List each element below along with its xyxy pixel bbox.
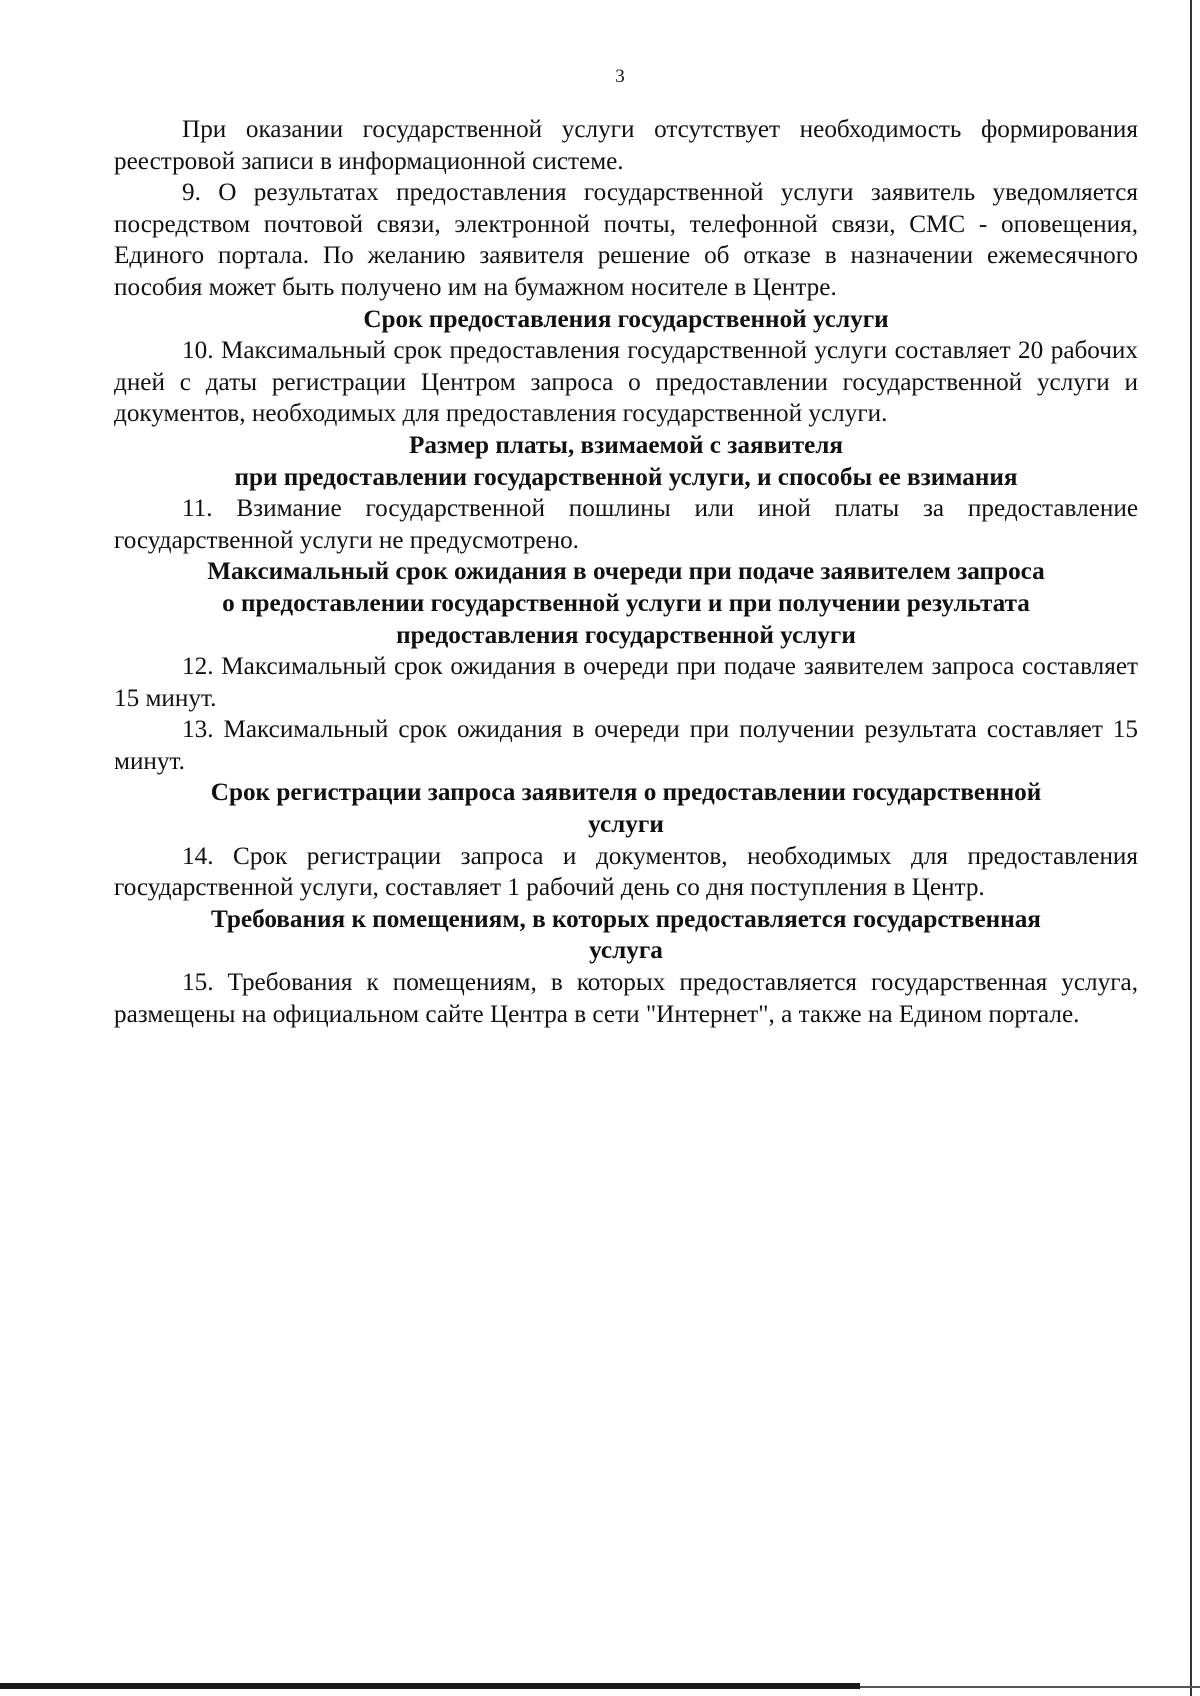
heading-premises-requirements bbox=[114, 904, 1138, 967]
heading-registration-line-2: услуги bbox=[588, 811, 664, 839]
heading-queue-line-1: Максимальный срок ожидания в очереди при подаче заявителем запроса bbox=[207, 558, 1045, 586]
heading-queue-line-2: о предоставлении государственной услуги и при получении результата bbox=[222, 589, 1030, 617]
heading-registration-line-1: Срок регистрации запроса заявителя о предоставлении государственной bbox=[210, 779, 1042, 807]
scan-right-edge bbox=[1190, 0, 1192, 1696]
heading-queue-time bbox=[114, 556, 1138, 651]
document-body bbox=[114, 114, 1138, 1030]
heading-queue-line-3: предоставления государственной услуги bbox=[396, 621, 856, 649]
paragraph-10: 10. Максимальный срок предоставления государственной услуги составляет 20 рабочих дней с даты регистрации Центром запроса о предоставлении государственной услуги и документов, необходимых для предоставления государственной услуги. bbox=[114, 337, 1138, 428]
paragraph-9: 9. О результатах предоставления государственной услуги заявитель уведомляется посредством почтовой связи, электронной почты, телефонной связи, СМС - оповещения, Единого портала. По желанию заявителя решение об отказе в назначении ежемесячного пособия может быть получено им на бумажном носителе в Центре. bbox=[114, 179, 1138, 301]
scan-bottom-edge bbox=[0, 1683, 860, 1689]
paragraph-15: 15. Требования к помещениям, в которых предоставляется государственная услуга, размещены на официальном сайте Центра в сети "Интернет", а также на Едином портале. bbox=[114, 969, 1138, 1028]
heading-premises-line-2: услуга bbox=[589, 937, 663, 965]
heading-premises-line-1: Требования к помещениям, в которых предоставляется государственная bbox=[211, 905, 1041, 933]
heading-fee bbox=[114, 430, 1138, 493]
scan-bottom-edge-tail bbox=[860, 1686, 1200, 1688]
page-number: 3 bbox=[615, 66, 625, 87]
paragraph-13: 13. Максимальный срок ожидания в очереди при получении результата составляет 15 минут. bbox=[114, 716, 1138, 775]
heading-service-term-text: Срок предоставления государственной услуги bbox=[363, 305, 889, 333]
heading-fee-line-1: Размер платы, взимаемой с заявителя bbox=[408, 431, 844, 459]
heading-fee-line-2: при предоставлении государственной услуги, и способы ее взимания bbox=[234, 463, 1018, 491]
paragraph-12: 12. Максимальный срок ожидания в очереди при подаче заявителем запроса составляет 15 минут. bbox=[114, 653, 1138, 712]
paragraph-intro: При оказании государственной услуги отсутствует необходимость формирования реестровой записи в информационной системе. bbox=[114, 116, 1138, 175]
heading-registration-term bbox=[114, 777, 1138, 840]
paragraph-14: 14. Срок регистрации запроса и документов, необходимых для предоставления государственной услуги, составляет 1 рабочий день со дня поступления в Центр. bbox=[114, 842, 1138, 902]
paragraph-11: 11. Взимание государственной пошлины или иной платы за предоставление государственной услуги не предусмотрено. bbox=[114, 495, 1138, 554]
heading-service-term bbox=[114, 304, 1138, 336]
